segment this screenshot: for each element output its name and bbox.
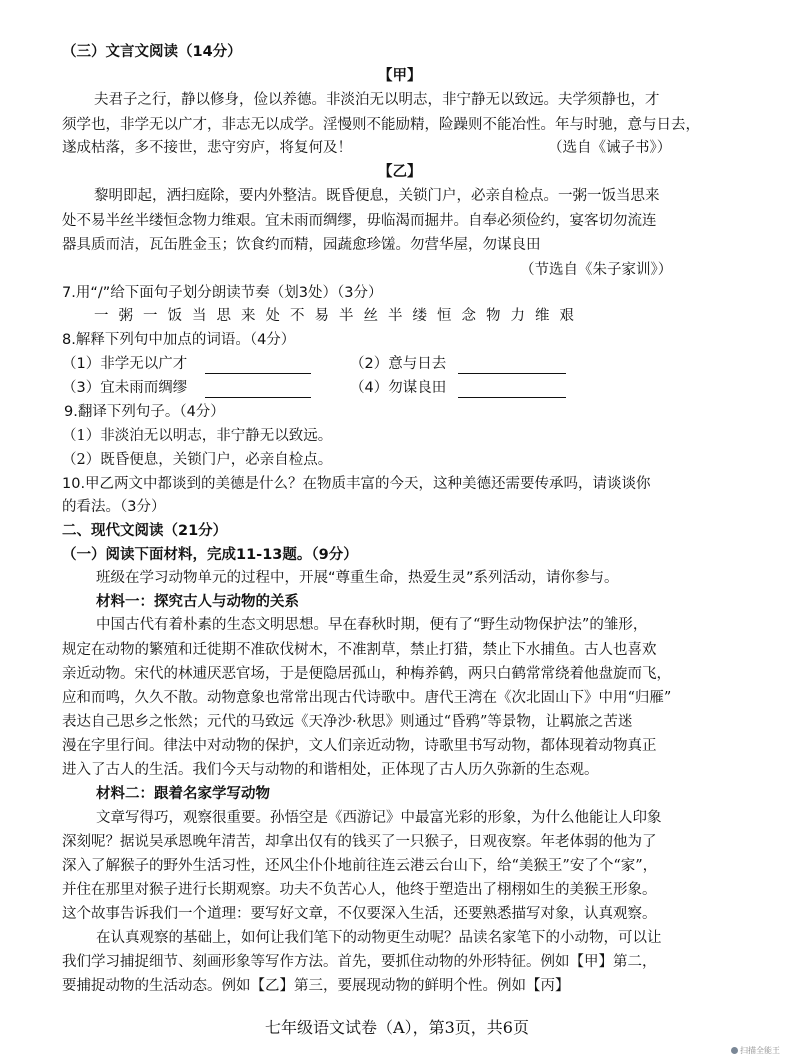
page-footer: 七年级语文试卷（A），第3页，共6页 [265, 1018, 529, 1037]
scanner-watermark [731, 1045, 780, 1056]
material-2-line: 深刻呢？据说吴承恩晚年清苦，却拿出仅有的钱买了一只猴子，日观夜察。年老体弱的他为了 [62, 834, 657, 850]
material-1-line: 中国古代有着朴素的生态文明思想。早在春秋时期，便有了“野生动物保护法”的雏形， [96, 617, 648, 633]
material-1-title: 材料一：探究古人与动物的关系 [96, 594, 299, 610]
answer-blank[interactable] [458, 396, 566, 398]
question-8-item: （2）意与日去 [350, 356, 447, 372]
material-2-title: 材料二：跟着名家学写动物 [96, 786, 270, 802]
question-9-item: （1）非淡泊无以明志，非宁静无以致远。 [62, 428, 333, 444]
answer-blank[interactable] [458, 372, 566, 374]
question-8-item: （1）非学无以广才 [62, 356, 188, 372]
question-8: 8.解释下列句中加点的词语。（4分） [62, 332, 296, 348]
scanner-logo-icon [731, 1047, 738, 1054]
answer-blank[interactable] [205, 396, 311, 398]
answer-blank[interactable] [205, 372, 311, 374]
subsection-heading: （一）阅读下面材料，完成11-13题。（9分） [62, 547, 358, 563]
passage-yi-line: 处不易半丝半缕恒念物力维艰。宜未雨而绸缪，毋临渴而掘井。自奉必须俭约，宴客切勿流连 [62, 213, 657, 229]
section-heading: （三）文言文阅读（14分） [62, 44, 242, 60]
material-2-line: 在认真观察的基础上，如何让我们笔下的动物更生动呢？品读名家笔下的小动物，可以让 [96, 930, 662, 946]
question-9-item: （2）既昏便息，关锁门户，必亲自检点。 [62, 452, 333, 468]
material-1-line: 漫在字里行间。律法中对动物的保护，文人们亲近动物，诗歌里书写动物，都体现着动物真正 [62, 738, 657, 754]
passage-yi-line: 器具质而洁，瓦缶胜金玉；饮食约而精，园蔬愈珍馐。勿营华屋，勿谋良田 [62, 237, 541, 253]
material-2-line: 要捕捉动物的生活动态。例如【乙】第三，要展现动物的鲜明个性。例如【丙】 [62, 978, 570, 994]
watermark-text: 扫描全能王 [740, 1046, 780, 1055]
part-heading: 二、现代文阅读（21分） [62, 523, 228, 539]
passage-jia-source: （选自《诫子书》） [548, 140, 672, 156]
question-8-item: （3）宜未雨而绸缪 [62, 380, 188, 396]
material-2-line: 我们学习捕捉细节、刻画形象等写作方法。首先，要抓住动物的外形特征。例如【甲】第二， [62, 954, 657, 970]
material-2-line: 并住在那里对猴子进行长期观察。功夫不负苦心人，他终于塑造出了栩栩如生的美猴王形象。 [62, 882, 657, 898]
passage-jia-line: 遂成枯落，多不接世，悲守穷庐，将复何及！ [62, 140, 352, 156]
question-8-item: （4）勿谋良田 [350, 380, 447, 396]
passage-jia-label: 【甲】 [378, 68, 422, 84]
question-10: 10.甲乙两文中都谈到的美德是什么？在物质丰富的今天，这种美德还需要传承吗，请谈谈你 [62, 476, 651, 492]
material-1-line: 进入了古人的生活。我们今天与动物的和谐相处，正体现了古人历久弥新的生态观。 [62, 762, 599, 778]
question-7: 7.用“/”给下面句子划分朗读节奏（划3处）（3分） [62, 285, 383, 301]
material-2-line: 这个故事告诉我们一个道理：要写好文章，不仅要深入生活，还要熟悉描写对象，认真观察。 [62, 906, 657, 922]
question-10-cont: 的看法。（3分） [62, 499, 166, 515]
activity-intro: 班级在学习动物单元的过程中，开展“尊重生命，热爱生灵”系列活动，请你参与。 [96, 570, 619, 586]
question-7-sentence: 一粥一饭当思来处不易半丝半缕恒念物力维艰 [94, 308, 584, 324]
passage-jia-line: 夫君子之行，静以修身，俭以养德。非淡泊无以明志，非宁静无以致远。夫学须静也，才 [94, 92, 660, 108]
material-1-line: 表达自己思乡之怅然；元代的马致远《天净沙·秋思》则通过“昏鸦”等景物，让羁旅之苦迷 [62, 714, 633, 730]
passage-yi-line: 黎明即起，洒扫庭除，要内外整洁。既昏便息，关锁门户，必亲自检点。一粥一饭当思来 [94, 188, 660, 204]
material-1-line: 亲近动物。宋代的林逋厌恶官场，于是便隐居孤山，种梅养鹤，两只白鹤常常绕着他盘旋而飞， [62, 666, 671, 682]
material-2-line: 文章写得巧，观察很重要。孙悟空是《西游记》中最富光彩的形象，为什么他能让人印象 [96, 810, 662, 826]
material-1-line: 规定在动物的繁殖和迁徙期不准砍伐树木，不准割草，禁止打猎，禁止下水捕鱼。古人也喜欢 [62, 642, 657, 658]
passage-yi-source: （节选自《朱子家训》） [520, 262, 673, 278]
material-2-line: 深入了解猴子的野外生活习性，还风尘仆仆地前往连云港云台山下，给“美猴王”安了个“家”， [62, 858, 658, 874]
question-9: 9.翻译下列句子。（4分） [64, 404, 225, 420]
passage-yi-label: 【乙】 [378, 164, 422, 180]
passage-jia-line: 须学也，非学无以广才，非志无以成学。淫慢则不能励精，险躁则不能冶性。年与时驰，意与日去， [62, 117, 700, 133]
material-1-line: 应和而鸣，久久不散。动物意象也常常出现古代诗歌中。唐代王湾在《次北固山下》中用“归雁” [62, 690, 672, 706]
